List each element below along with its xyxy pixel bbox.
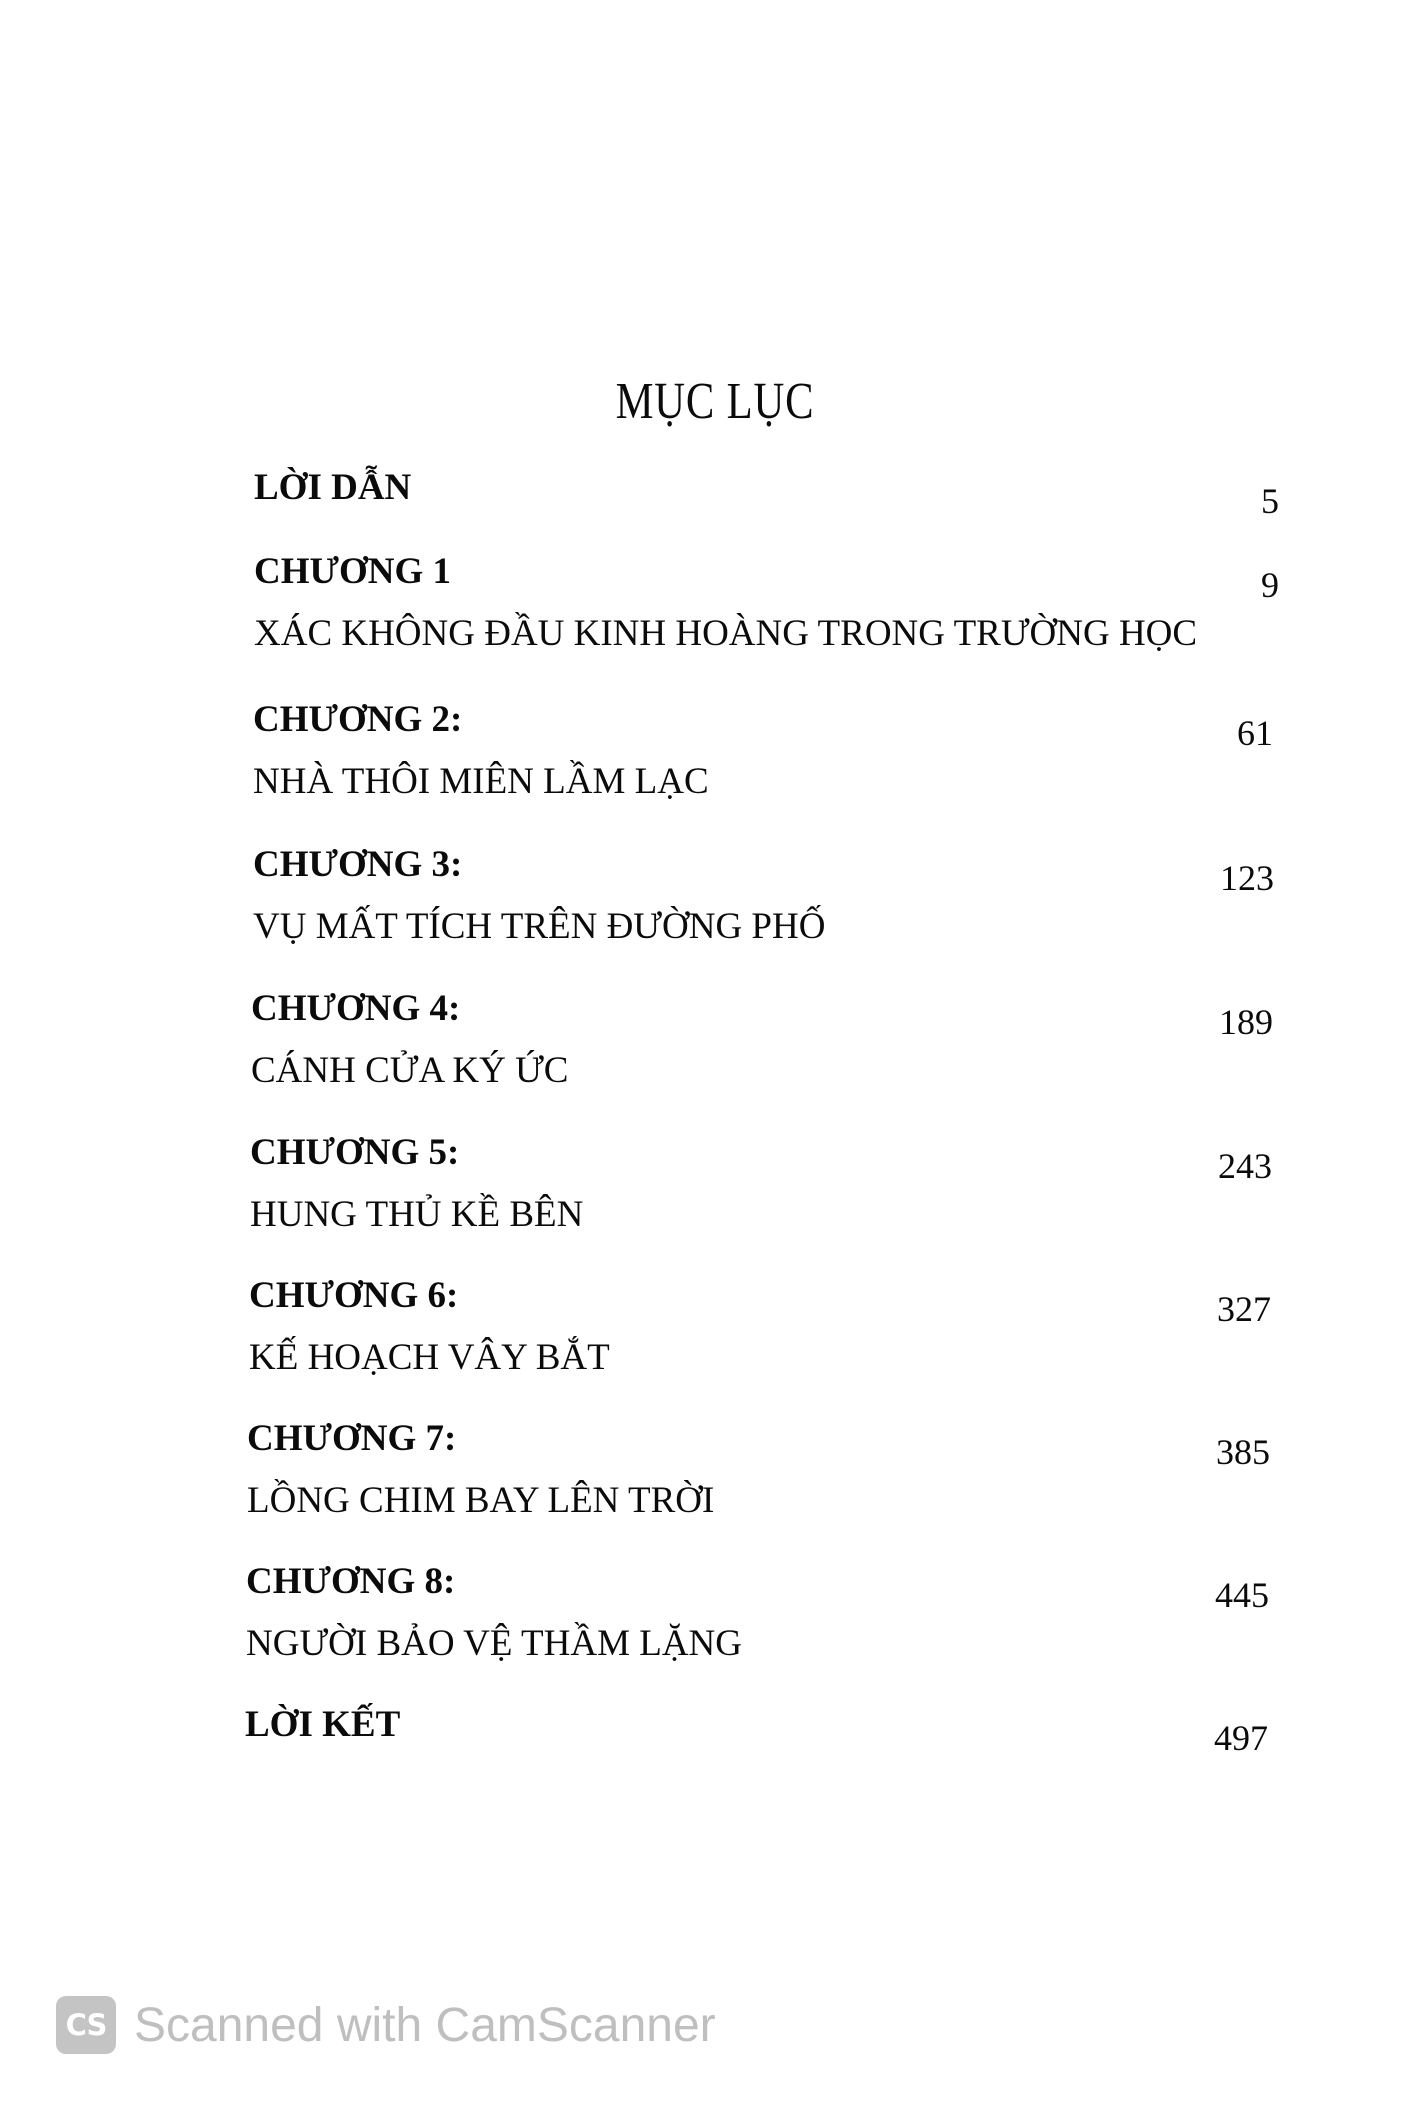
toc-entry-label: CHƯƠNG 1 bbox=[254, 551, 451, 592]
toc-entry-chapter-1 bbox=[254, 550, 1279, 680]
toc-entry-page-number: 5 bbox=[1261, 481, 1279, 521]
toc-entry-label: LỜI KẾT bbox=[245, 1704, 401, 1745]
toc-entry-label: CHƯƠNG 3: bbox=[253, 844, 463, 885]
toc-entry-label: CHƯƠNG 6: bbox=[249, 1275, 459, 1316]
toc-entry-page-number: 9 bbox=[1261, 565, 1279, 605]
toc-entry-label: CHƯƠNG 7: bbox=[247, 1418, 457, 1459]
toc-entry-page-number: 385 bbox=[1216, 1432, 1270, 1472]
toc-entry-page-number: 327 bbox=[1217, 1289, 1271, 1329]
toc-entry-title: LỒNG CHIM BAY LÊN TRỜI bbox=[247, 1480, 715, 1521]
toc-entry-title: KẾ HOẠCH VÂY BẮT bbox=[249, 1337, 610, 1378]
toc-entry-page-number: 189 bbox=[1219, 1002, 1273, 1042]
toc-entry-label: CHƯƠNG 5: bbox=[250, 1132, 460, 1173]
toc-entry-title: CÁNH CỬA KÝ ỨC bbox=[251, 1050, 569, 1091]
toc-entry-epilogue bbox=[245, 1703, 1268, 1833]
toc-entry-page-number: 445 bbox=[1215, 1575, 1269, 1615]
toc-entry-page-number: 61 bbox=[1237, 713, 1273, 753]
toc-entry-title: NHÀ THÔI MIÊN LẦM LẠC bbox=[253, 761, 709, 802]
toc-entry-label: CHƯƠNG 2: bbox=[253, 699, 463, 740]
toc-entry-chapter-3 bbox=[253, 843, 1274, 973]
toc-entry-page-number: 243 bbox=[1218, 1146, 1272, 1186]
toc-entry-chapter-6 bbox=[249, 1274, 1271, 1404]
toc-entry-chapter-7 bbox=[247, 1417, 1270, 1547]
toc-entry-label: CHƯƠNG 8: bbox=[246, 1561, 456, 1602]
toc-entry-title: XÁC KHÔNG ĐẦU KINH HOÀNG TRONG TRƯỜNG HỌC bbox=[254, 613, 1198, 654]
toc-entry-chapter-8 bbox=[246, 1560, 1269, 1690]
toc-entry-title: NGƯỜI BẢO VỆ THẦM LẶNG bbox=[246, 1623, 742, 1664]
camscanner-logo-icon bbox=[56, 1996, 116, 2054]
toc-entry-page-number: 123 bbox=[1220, 858, 1274, 898]
camscanner-watermark bbox=[56, 1990, 716, 2060]
toc-entry-label: LỜI DẪN bbox=[254, 467, 412, 508]
toc-entry-chapter-2 bbox=[253, 698, 1273, 828]
toc-entry-title: HUNG THỦ KỀ BÊN bbox=[250, 1194, 584, 1235]
toc-entry-chapter-4 bbox=[251, 987, 1273, 1117]
camscanner-logo-text: CS bbox=[65, 2007, 107, 2042]
toc-entry-chapter-5 bbox=[250, 1131, 1272, 1261]
watermark-text: Scanned with CamScanner bbox=[134, 1998, 716, 2052]
page-title: MỤC LỤC bbox=[615, 373, 815, 430]
toc-entry-page-number: 497 bbox=[1214, 1718, 1268, 1758]
toc-entry-label: CHƯƠNG 4: bbox=[251, 988, 461, 1029]
toc-entry-title: VỤ MẤT TÍCH TRÊN ĐƯỜNG PHỐ bbox=[253, 906, 826, 947]
